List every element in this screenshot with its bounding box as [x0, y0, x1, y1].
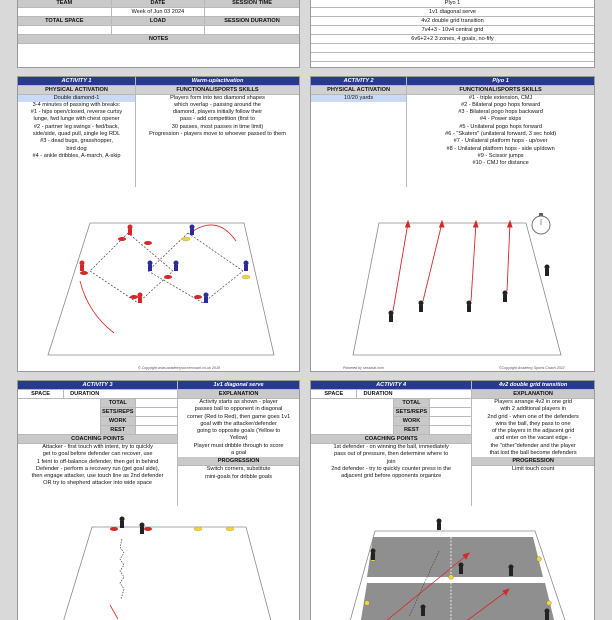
activity-2-diagram: [311, 193, 594, 371]
team-value[interactable]: [18, 8, 112, 17]
activity-4-name: 4v2 double grid transition: [472, 381, 594, 390]
coaching-line: join: [386, 458, 396, 465]
activation-line: #4 - ankle dribbles, A-march, A-skip: [32, 152, 121, 159]
load-header: LOAD: [112, 17, 206, 26]
explanation-line: corner (Red to Red), then game goes 1v1: [186, 413, 291, 420]
explanation-line: a goal: [230, 450, 247, 457]
plyo-line: #5 - Unilateral pogo hops forward: [459, 123, 542, 130]
physical-activation-select[interactable]: 10/20 yards: [311, 95, 406, 102]
activity-4-panel: [310, 380, 595, 620]
total-label: TOTAL: [394, 399, 429, 408]
session-header-panel: [17, 0, 300, 68]
plyo-line: #9 - Scissor jumps: [477, 152, 524, 159]
activity-1-title: ACTIVITY 1: [18, 77, 136, 86]
plyo-line: #3 - Bilateral pogo hops backward: [458, 109, 543, 116]
sets-reps-value[interactable]: [430, 408, 472, 417]
coaching-points-header: COACHING POINTS: [311, 435, 471, 444]
work-value[interactable]: [136, 417, 177, 426]
activity-3-title: ACTIVITY 3: [18, 381, 178, 390]
rest-value[interactable]: [430, 426, 472, 435]
physical-activation-header: PHYSICAL ACTIVATION: [311, 86, 407, 95]
space-value[interactable]: [311, 399, 394, 408]
session-plan-list: [310, 0, 595, 68]
explanation-line: Player must dribble through to score: [193, 442, 284, 449]
functional-skills-header: FUNCTIONAL/SPORTS SKILLS: [136, 86, 299, 95]
coaching-line: 1 feint to off-balance defender, then get in behind: [36, 458, 159, 465]
explanation-line: passes ball to opponent in diagonal: [194, 406, 283, 413]
plan-line: Plyo 1: [311, 0, 594, 8]
plan-line: [311, 53, 594, 62]
coaching-line: Defender - perform a recovery run (get goal side),: [36, 465, 160, 472]
activity-3-diagram: [18, 507, 299, 620]
coaching-line: OR try to shepherd attacker into wide space: [43, 480, 152, 487]
activity-1-name: Warm-up/activation: [136, 77, 299, 86]
explanation-line: going to opposite goals (Yellow to: [197, 428, 281, 435]
sets-reps-label: SETS/REPS: [394, 408, 429, 417]
plyo-line: #7 - Unilateral platform hops - up/over: [453, 138, 548, 145]
session-time-value[interactable]: [205, 8, 299, 17]
rest-label: REST: [101, 426, 136, 435]
activity-4-title: ACTIVITY 4: [311, 381, 472, 390]
activity-2-name: Plyo 1: [407, 77, 594, 86]
activation-line: #1 - hips open/closed, reverse curtsy: [30, 109, 123, 116]
activation-line: #3 - dead bugs, grasshopper,: [40, 138, 113, 145]
activity-2-title: ACTIVITY 2: [311, 77, 407, 86]
total-value[interactable]: [136, 399, 177, 408]
explanation-line: goal with the attacker/defender: [200, 420, 277, 427]
skills-line: diamond, players initially follow their: [172, 109, 263, 116]
plan-line: 7v4+3 - 10v4 central grid: [311, 26, 594, 35]
plan-line: [311, 44, 594, 53]
date-value[interactable]: Week of Jun 03 2024: [112, 8, 206, 17]
plan-line: [311, 62, 594, 68]
work-label: WORK: [101, 417, 136, 426]
load-value[interactable]: [112, 26, 206, 35]
duration-label: DURATION: [357, 390, 471, 399]
space-label: SPACE: [311, 390, 357, 399]
coaching-line: 2nd defender - try to quickly counter press in the: [331, 465, 451, 472]
progression-line: Switch corners, substitute: [206, 466, 271, 473]
notes-area[interactable]: [18, 44, 299, 68]
sets-reps-label: SETS/REPS: [101, 408, 136, 417]
coaching-line: Attacker - first touch with intent, try to quickly: [42, 444, 153, 450]
progression-header: PROGRESSION: [178, 457, 299, 466]
activity-2-panel: [310, 76, 595, 372]
coaching-line: pass out of pressure, then determine where to: [334, 451, 449, 458]
activity-1-diagram: [18, 193, 299, 371]
skills-line: Players form into two diamond shapes: [170, 94, 265, 101]
plyo-line: #8 - Unilateral platform hops - side up/down: [446, 145, 555, 152]
plyo-line: #4 - Power skips: [479, 116, 522, 123]
explanation-line: 2nd grid - when one of the defenders: [487, 413, 579, 420]
physical-activation-select[interactable]: Double diamond-1: [18, 95, 135, 102]
rest-label: REST: [394, 426, 429, 435]
activation-line: side/side, quad pull, single leg RDL: [32, 130, 121, 137]
work-value[interactable]: [430, 417, 472, 426]
coaching-line: get to goal before defender can recover, use: [42, 451, 153, 458]
coaching-line: adjacent grid before opponents organize: [341, 473, 442, 480]
explanation-line: the "other"defender and the player: [490, 442, 576, 449]
activity-3-panel: [17, 380, 300, 620]
progression-line: mini-goals for dribble goals: [205, 473, 272, 480]
plan-line: 6v6+2+2 3 zones, 4 goals, no-fify: [311, 35, 594, 44]
physical-activation-header: PHYSICAL ACTIVATION: [18, 86, 136, 95]
explanation-header: EXPLANATION: [178, 390, 299, 399]
work-label: WORK: [394, 417, 429, 426]
team-header: TEAM: [18, 0, 112, 8]
explanation-line: and enter on the vacant edge -: [495, 435, 572, 442]
functional-skills-header: FUNCTIONAL/SPORTS SKILLS: [407, 86, 594, 95]
total-space-value[interactable]: [18, 26, 112, 35]
activity-2-credit-left: Powered by sessioal.com: [343, 366, 384, 370]
explanation-line: Yellow): [229, 435, 248, 442]
activation-line: bird dog: [66, 145, 87, 152]
session-duration-header: SESSION DURATION: [205, 17, 299, 26]
skills-line: pass - add competition (first to: [180, 116, 255, 123]
plyo-line: #2 - Bilateral pogo hops forward: [460, 101, 541, 108]
activation-line: lunge, fwd lunge with chest opener: [33, 116, 120, 123]
activity-1-panel: [17, 76, 300, 372]
activity-1-credit: © Copyright www.academysoccercoach.co.uk 2018: [138, 366, 220, 370]
total-value[interactable]: [430, 399, 472, 408]
progression-header: PROGRESSION: [472, 457, 594, 466]
plan-line: 1v1 diagonal serve: [311, 8, 594, 17]
session-duration-value[interactable]: [205, 26, 299, 35]
activity-3-name: 1v1 diagonal serve: [178, 381, 299, 390]
plyo-line: #1 - triple extension, CMJ: [468, 94, 533, 101]
plan-line: 4v2 double grid transition: [311, 17, 594, 26]
explanation-line: wins the ball, they pass to one: [495, 420, 571, 427]
skills-line: which overlap - passing around the: [174, 101, 261, 108]
coaching-line: then engage attacker, use touch line as 2nd defender: [31, 473, 164, 480]
coaching-line: 1st defender - on winning the ball, immediately: [333, 444, 449, 450]
space-value[interactable]: [18, 399, 101, 408]
explanation-line: Activity starts as shown - player: [199, 399, 278, 405]
explanation-line: Players arrange 4v2 in one grid: [494, 399, 573, 405]
plyo-line: #6 - "Skaters" (unilateral forward, 3 sec hold): [445, 130, 557, 137]
explanation-line: of the players in the adjacent grid: [491, 428, 575, 435]
skills-line: 30 passes, most passes in time limit): [171, 123, 264, 130]
progression-line: Limit touch count: [511, 466, 555, 473]
duration-label: DURATION: [64, 390, 177, 399]
space-label: SPACE: [18, 390, 64, 399]
plyo-line: #10 - CMJ for distance: [472, 160, 529, 167]
rest-value[interactable]: [136, 426, 177, 435]
sets-reps-value[interactable]: [136, 408, 177, 417]
date-header: DATE: [112, 0, 206, 8]
activation-line: #2 - partner leg swings - fwd/back,: [33, 123, 120, 130]
activity-2-credit-right: ©Copyright Academy Sports Coach 2022: [499, 366, 565, 370]
explanation-header: EXPLANATION: [472, 390, 594, 399]
total-label: TOTAL: [101, 399, 136, 408]
activation-line: 3-4 minutes of passing with breaks:: [32, 101, 121, 108]
explanation-line: with 2 additional players in: [500, 406, 566, 413]
session-time-header: SESSION TIME: [205, 0, 299, 8]
activity-4-diagram: [311, 507, 594, 620]
total-space-header: TOTAL SPACE: [18, 17, 112, 26]
notes-header: NOTES: [18, 35, 299, 44]
skills-line: Progression - players move to whoever passed to them: [149, 130, 286, 137]
coaching-points-header: COACHING POINTS: [18, 435, 177, 444]
explanation-line: that lost the ball become defenders: [489, 450, 577, 457]
